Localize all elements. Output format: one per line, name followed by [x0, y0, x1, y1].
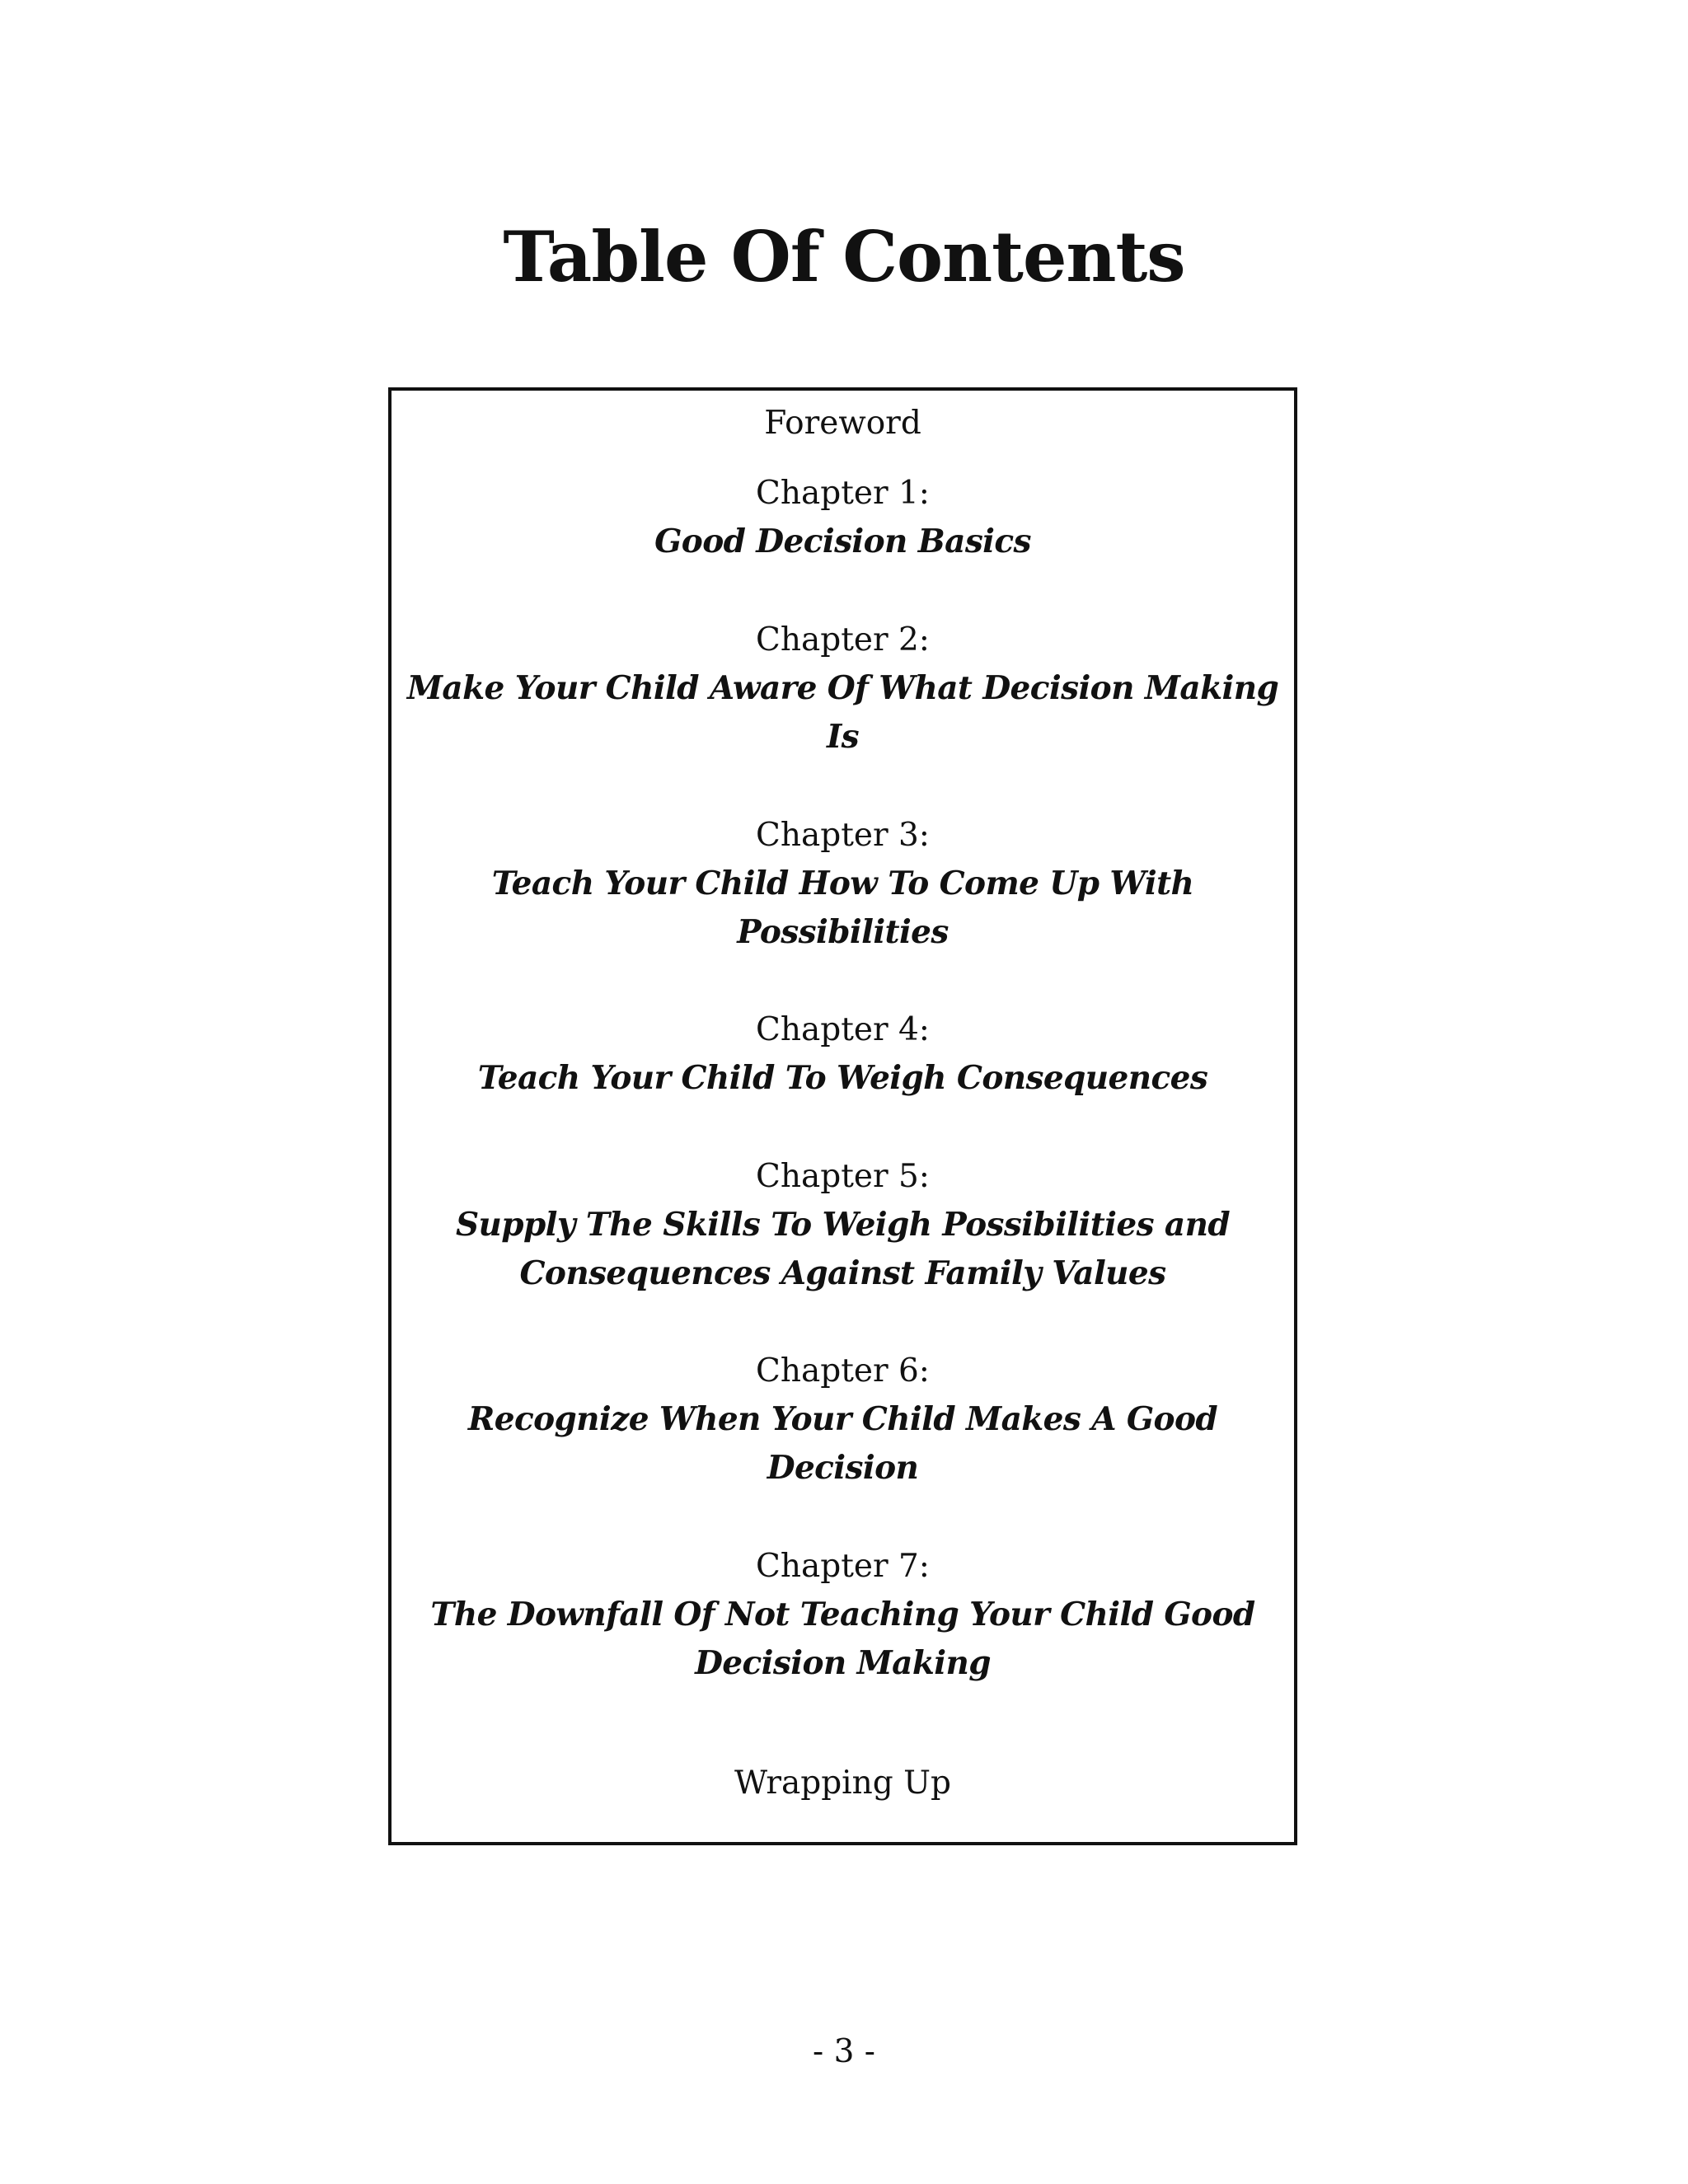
toc-wrapping-up: Wrapping Up: [734, 1765, 951, 1802]
chapter-1-label: Chapter 1:: [756, 475, 930, 512]
page-title: Table Of Contents: [503, 216, 1185, 298]
chapter-5-title-line-2: Consequences Against Family Values: [519, 1254, 1166, 1292]
table-of-contents-box: [388, 387, 1297, 1845]
chapter-2-title-line-1: Make Your Child Aware Of What Decision Making: [406, 669, 1279, 707]
chapter-3-label: Chapter 3:: [756, 817, 930, 854]
chapter-6-label: Chapter 6:: [756, 1352, 930, 1390]
chapter-3-title-line-1: Teach Your Child How To Come Up With: [491, 865, 1194, 902]
chapter-7-title-line-2: Decision Making: [695, 1644, 991, 1682]
chapter-2-title-line-2: Is: [827, 718, 859, 756]
chapter-4-title: Teach Your Child To Weigh Consequences: [477, 1059, 1208, 1097]
chapter-4-label: Chapter 4:: [756, 1011, 930, 1048]
chapter-7-label: Chapter 7:: [756, 1548, 930, 1585]
chapter-6-title-line-2: Decision: [767, 1449, 919, 1487]
chapter-6-title-line-1: Recognize When Your Child Makes A Good: [467, 1400, 1218, 1438]
chapter-5-label: Chapter 5:: [756, 1158, 930, 1195]
toc-foreword: Foreword: [764, 405, 921, 442]
chapter-7-title-line-1: The Downfall Of Not Teaching Your Child Good: [430, 1596, 1255, 1633]
chapter-2-label: Chapter 2:: [756, 621, 930, 658]
page-number: - 3 -: [813, 2033, 875, 2070]
chapter-1-title: Good Decision Basics: [654, 523, 1031, 560]
chapter-3-title-line-2: Possibilities: [737, 913, 949, 951]
chapter-5-title-line-1: Supply The Skills To Weigh Possibilities and: [455, 1206, 1231, 1244]
